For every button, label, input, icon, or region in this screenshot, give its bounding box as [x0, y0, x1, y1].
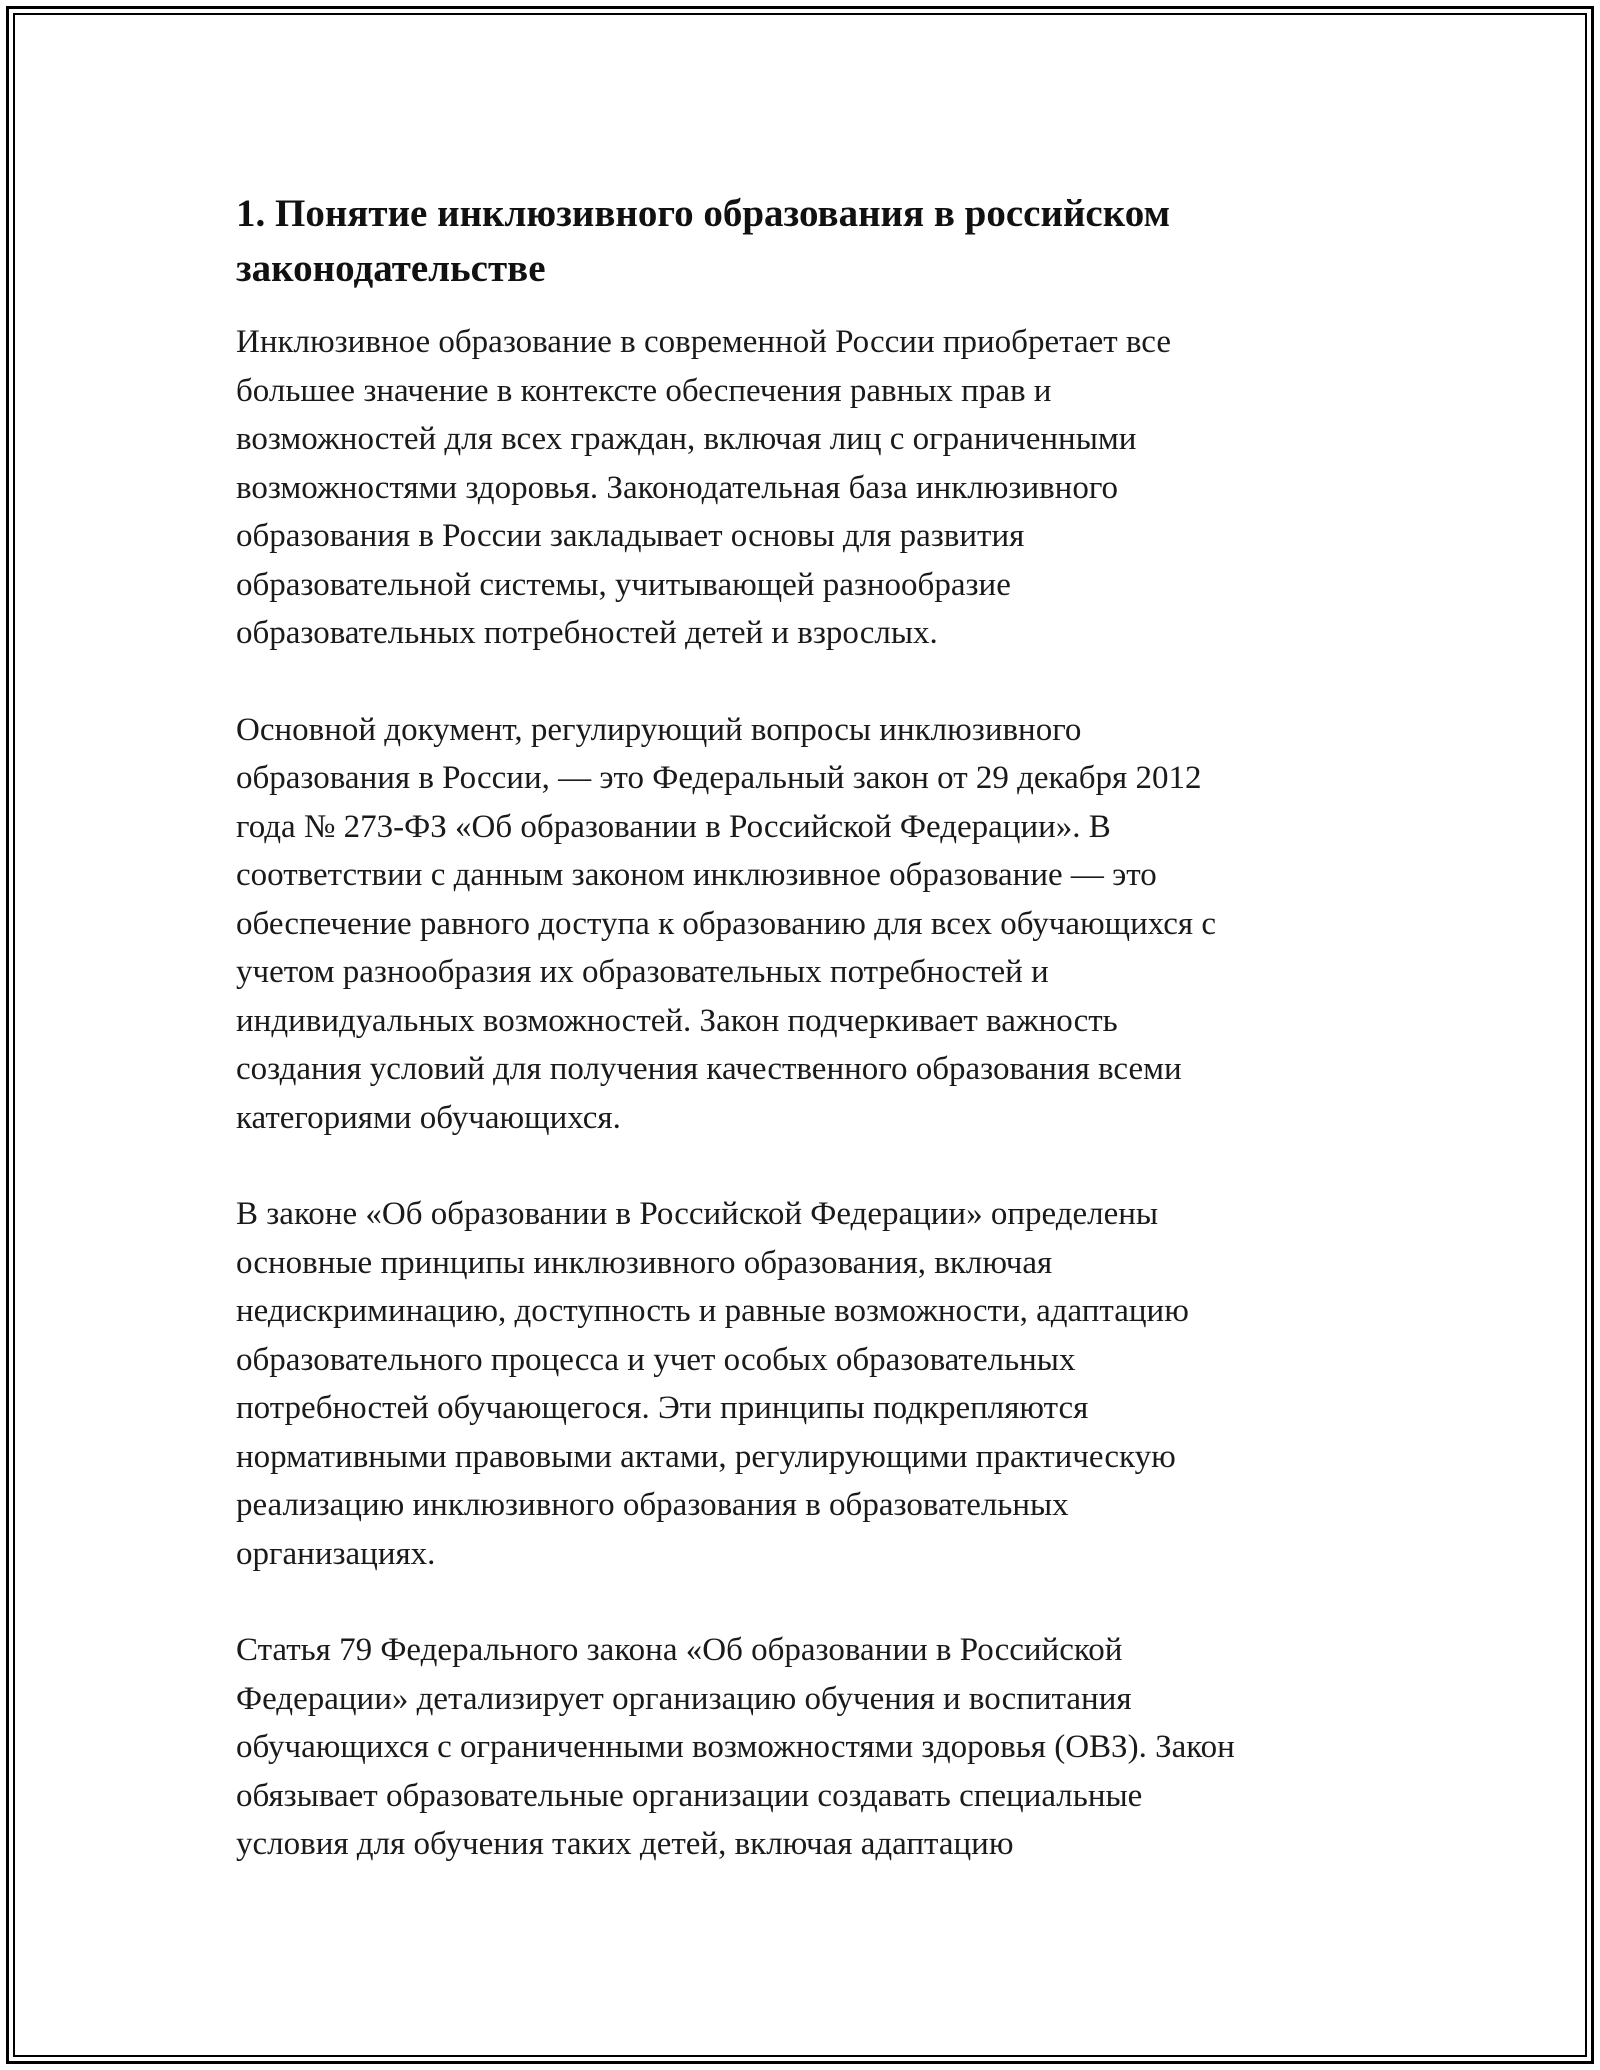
- document-body: [236, 186, 1366, 1917]
- paragraph-1: Инклюзивное образование в современной России приобретает все большее значение в контексте обеспечения равных прав и возможностей для всех граждан, включая лиц с ограниченными возможностями здоровья. Законодательная база инклюзивного образования в России закладывает основы для развития образовательной системы, учитывающей разнообразие образовательных потребностей детей и взрослых.: [236, 324, 1171, 651]
- section-heading: 1. Понятие инклюзивного образования в российском законодательстве: [236, 192, 1171, 290]
- paragraph-4: Статья 79 Федерального закона «Об образовании в Российской Федерации» детализирует организацию обучения и воспитания обучающихся с ограниченными возможностями здоровья (ОВЗ). Закон обязывает образовательные организации создавать специальные условия для обучения таких детей, включая адаптацию: [236, 1632, 1235, 1862]
- paragraph-3: В законе «Об образовании в Российской Федерации» определены основные принципы инклюзивного образования, включая недискриминацию, доступность и равные возможности, адаптацию образовательного процесса и учет особых образовательных потребностей обучающегося. Эти принципы подкрепляются нормативными правовыми актами, регулирующими практическую реализацию инклюзивного образования в образовательных организациях.: [236, 1196, 1189, 1572]
- paragraph-2: Основной документ, регулирующий вопросы инклюзивного образования в России, — это Федеральный закон от 29 декабря 2012 года № 273-ФЗ «Об образовании в Российской Федерации». В соответствии с данным законом инклюзивное образование — это обеспечение равного доступа к образованию для всех обучающихся с учетом разнообразия их образовательных потребностей и индивидуальных возможностей. Закон подчеркивает важность создания условий для получения качественного образования всеми категориями обучающихся.: [236, 711, 1217, 1136]
